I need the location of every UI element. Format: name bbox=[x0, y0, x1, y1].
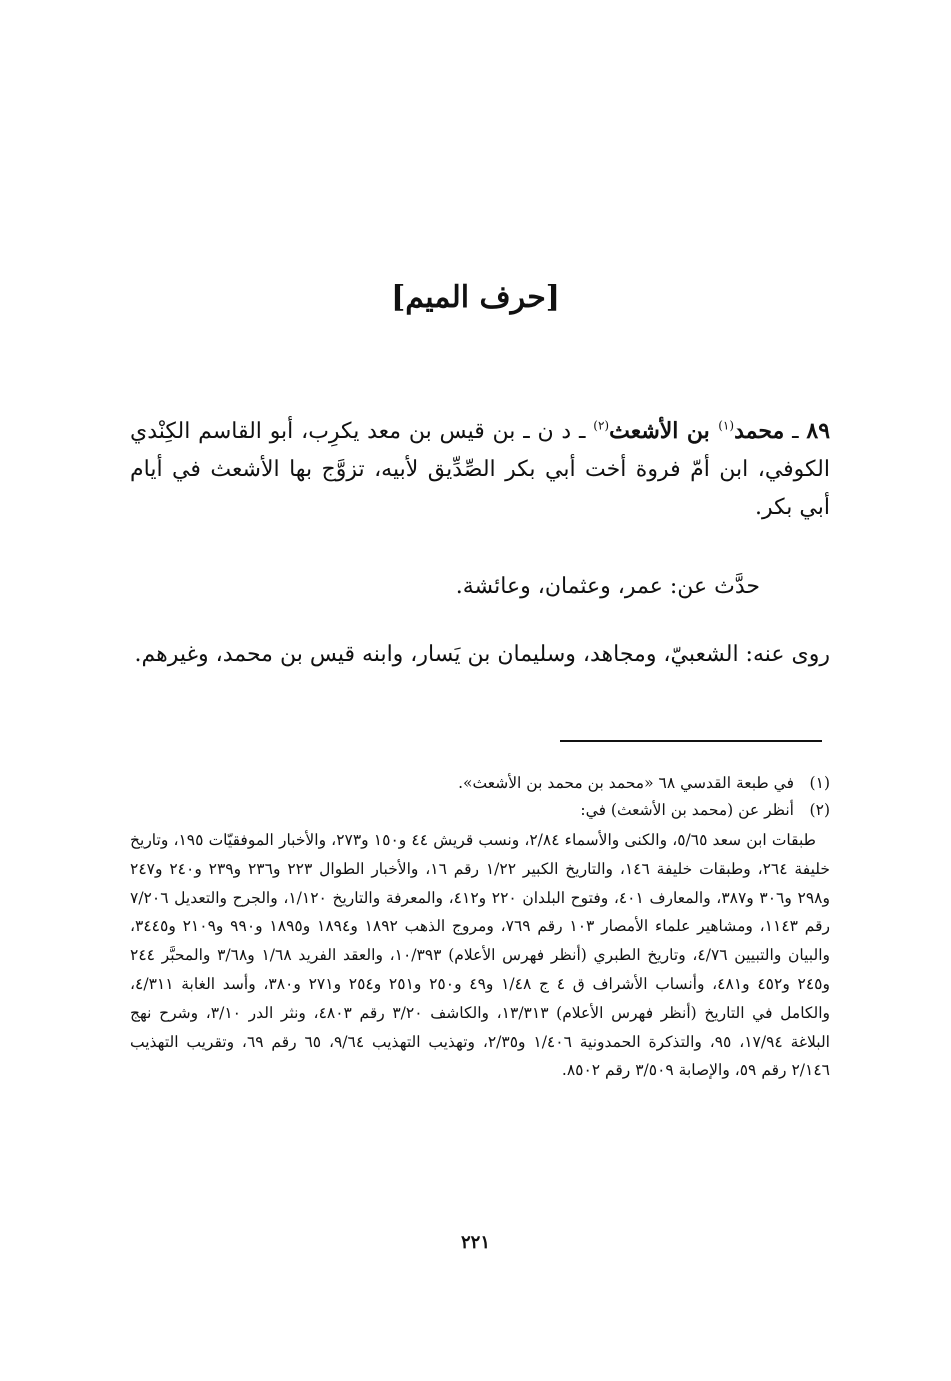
footnotes-section bbox=[130, 770, 830, 1085]
footnote-sources-list: طبقات ابن سعد ٥/٦٥، والكنى والأسماء ٢/٨٤، ونسب قريش ٤٤ و١٥٠ و٢٧٣، والأخبار الموفقيّات ١٩٥، وتاريخ خليفة ٢٦٤، وطبقات خليفة ١٤٦، والتاريخ الكبير ١/٢٢ رقم ١٦، والأخبار الطوال ٢٢٣ و٢٣٦ و٢٣٩ و٢٤٠ و٢٤٧ و٢٩٨ و٣٠٦ و٣٨٧، والمعارف ٤٠١، وفتوح البلدان ٢٢٠ و٤١٢، والمعرفة والتاريخ ١/١٢٠، والجرح والتعديل ٧/٢٠٦ رقم ١١٤٣، ومشاهير علماء الأمصار ١٠٣ رقم ٧٦٩، ومروج الذهب ١٨٩٢ و١٨٩٤ و١٨٩٥ و٩٩٠ و٢١٠٩ و٣٤٤٥، والبيان والتبيين ٤/٧٦، وتاريخ الطبري (أنظر فهرس الأعلام) ١٠/٣٩٣، والعقد الفريد ١/٦٨ و٣/٦٨ والمحبَّر ٢٤٤ و٢٤٥ و٤٥٢ و٤٨١، وأنساب الأشراف ق ٤ ج ١/٤٨ و٤٩ و٢٥٠ و٢٥١ و٢٥٤ و٢٧١ و٣٨٠، وأسد الغابة ٤/٣١١، والكامل في التاريخ (أنظر فهرس الأعلام) ١٣/٣١٣، والكاشف ٣/٢٠ رقم ٤٨٠٣، ونثر الدر ٣/١٠، وشرح نهج البلاغة ١٧/٩٤، ٩٥، والتذكرة الحمدونية ١/٤٠٦ و٢/٣٥، وتهذيب التهذيب ٩/٦٤، ٦٥ رقم ٦٩، وتقريب التهذيب ٢/١٤٦ رقم ٥٩، والإصابة ٣/٥٠٩ رقم ٨٥٠٢. bbox=[130, 831, 830, 1080]
entry-separator: ـ bbox=[784, 419, 807, 444]
page-number: ٢٢١ bbox=[460, 1232, 490, 1253]
footnote-reference-2[interactable]: (٢) bbox=[593, 418, 610, 433]
footnote-1 bbox=[130, 770, 830, 797]
footnote-reference-1[interactable]: (١) bbox=[718, 418, 735, 433]
footnote-label: (١) bbox=[809, 774, 830, 792]
narrators-paragraph: روى عنه: الشعبيّ، ومجاهد، وسليمان بن يَسار، وابنه قيس بن محمد، وغيرهم. bbox=[134, 642, 830, 667]
footnote-divider bbox=[560, 740, 822, 742]
biography-entry bbox=[130, 412, 830, 527]
entry-number: ٨٩ bbox=[806, 418, 831, 444]
footnote-label: (٢) bbox=[809, 801, 830, 819]
footnote-2 bbox=[130, 797, 830, 824]
footnote-text: في طبعة القدسي ٦٨ «محمد بن محمد بن الأشعث». bbox=[458, 774, 794, 792]
hadith-from-paragraph: حدَّث عن: عمر، وعثمان، وعائشة. bbox=[455, 574, 760, 599]
entry-name-rest: بن الأشعث bbox=[609, 418, 719, 444]
entry-name: محمد bbox=[734, 418, 785, 444]
chapter-heading: [حرف الميم] bbox=[391, 280, 560, 315]
entry-text: بن قيس بن معد يكرِب، أبو القاسم الكِنْدي الكوفي، ابن أمّ فروة أخت أبي بكر الصِّدِّيق لأبيه، تزوَّج بها الأشعث في أيام أبي بكر. bbox=[130, 419, 830, 520]
entry-sigla: ـ د ن ـ bbox=[515, 419, 594, 444]
footnote-text: أنظر عن (محمد بن الأشعث) في: bbox=[580, 801, 794, 819]
